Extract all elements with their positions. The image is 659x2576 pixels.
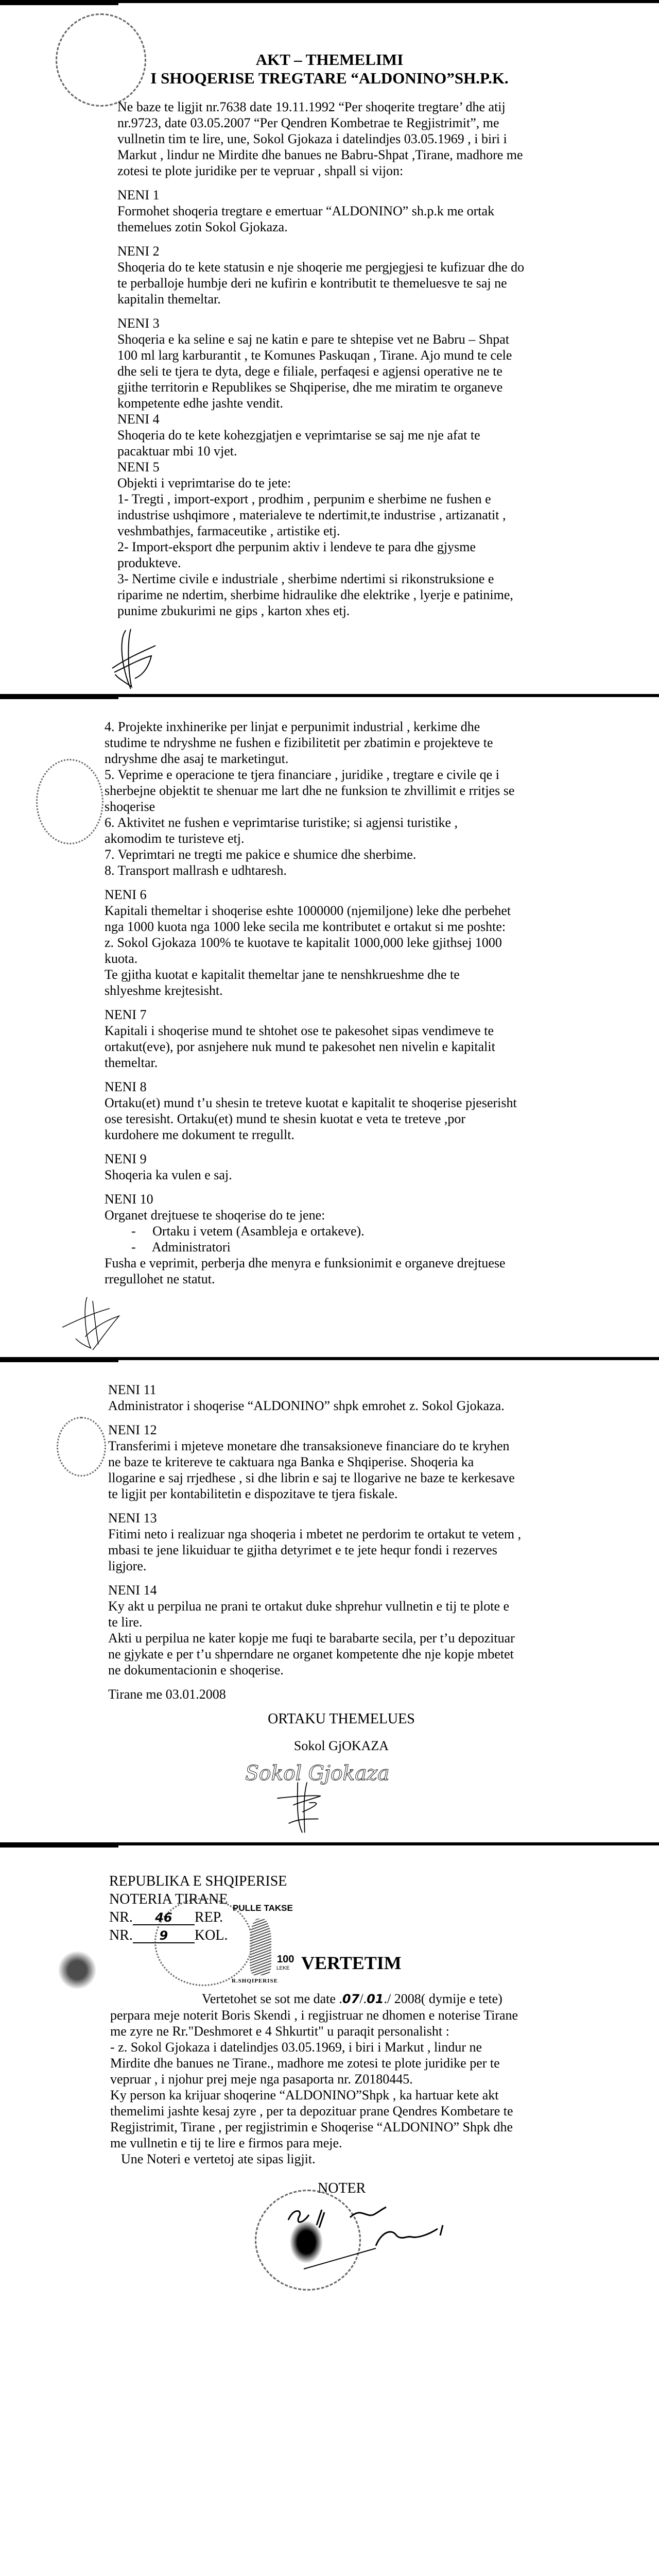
text-line: Te gjitha kuotat e kapitalit themeltar jane te nenshkrueshme dhe te [105, 967, 460, 982]
date-month: 01 [367, 1992, 384, 2006]
article-10-tail [105, 1255, 659, 1287]
certification-body [110, 2007, 659, 2151]
notary-seal-stamp [36, 759, 103, 844]
text-line: dhe seli te tjera te dyta, dege e filiale, perfaqesi e agjensi operative ne te [117, 364, 502, 379]
notary-label: NOTER [318, 2180, 366, 2196]
text-line: 8. Transport mallrash e udhtaresh. [105, 863, 287, 878]
text-line: themelues zotin Sokol Gjokaza. [117, 219, 288, 234]
text-line: Fusha e veprimit, perberja dhe menyra e funksionimit e organeve drejtuese [105, 1256, 506, 1270]
tax-stamp-value: 100 [277, 1954, 294, 1965]
text-line: gjithe territorin e Republikes se Shqiperise, dhe me miratim te organeve [117, 380, 503, 395]
text-line: sherbejne objektit te shenuar me lart dhe ne funksion te zhvillimit e rritjes se [105, 783, 515, 798]
document-title: AKT – THEMELIMI [255, 50, 404, 69]
article-heading: NENI 7 [105, 1007, 147, 1022]
text-line: nga 1000 kuota nga 1000 leke secila me kontributet e ortakut si me poshte: [105, 919, 506, 934]
text-line: ortakut(eve), por asnjehere nuk mund te pakesohet nen nivelin e kapitalit [105, 1039, 495, 1054]
text-line: produkteve. [117, 555, 181, 570]
article-heading: NENI 8 [105, 1079, 147, 1094]
signatory-name: Sokol GjOKAZA [293, 1738, 389, 1753]
article-heading: NENI 13 [108, 1511, 157, 1526]
text-line: 1- Tregti , import-export , prodhim , perpunim e sherbime ne fushen e [117, 492, 491, 506]
text-line: te lire. [108, 1615, 143, 1630]
initials-signature [51, 1295, 134, 1352]
article-heading: NENI 3 [117, 316, 160, 331]
text-line: veshmbathjes, farmaceutike , artistike etj. [117, 523, 340, 538]
text-line: vepruar , i njohur prej meje nga pasaporta nr. Z0180445. [110, 2072, 413, 2087]
notary-signature-area [0, 2175, 659, 2289]
article-heading: NENI 10 [105, 1192, 153, 1207]
text-line: z. Sokol Gjokaza 100% te kuotave te kapitalit 1000,000 leke gjithsej 1000 [105, 935, 502, 950]
notary-header-area [0, 1872, 659, 1991]
article-11 [108, 1382, 659, 1414]
text-line: Shoqeria e ka seline e saj ne katin e pare te shtepise vet ne Babru – Shpat [117, 332, 509, 347]
text-line: zotesi te plote juridike per te vepruar , shpall si vijon: [117, 163, 404, 178]
page-4 [0, 1845, 659, 2294]
text-line: ligjore. [108, 1558, 147, 1573]
nr-label: NR. [109, 1909, 133, 1925]
page-3 [0, 1360, 659, 1842]
text-line: ne baze te kritereve te caktuara nga Banka e Shqiperise. Shoqeria ka [108, 1454, 474, 1469]
notary-signature [273, 2197, 489, 2253]
text-line: kompetente edhe jashte vendit. [117, 396, 284, 411]
place-date: Tirane me 03.01.2008 [108, 1687, 226, 1702]
tax-stamp-portrait [250, 1919, 271, 1975]
tax-stamp-currency: LEKE [276, 1965, 290, 1971]
page-2 [0, 697, 659, 1357]
article-10 [105, 1191, 659, 1223]
text-line: - z. Sokol Gjokaza i datelindjes 03.05.1969, i biri i Markut , lindur ne [110, 2040, 482, 2055]
date-separator: /. [359, 1991, 367, 2006]
text-line: me zyre ne Rr."Deshmoret e 4 Shkurtit" u paraqit personalisht : [110, 2024, 449, 2039]
text-line: Organet drejtuese te shoqerise do te jene: [105, 1208, 325, 1223]
initials-signature [103, 627, 175, 689]
text-line: Kapitali i shoqerise mund te shtohet ose te pakesohet sipas vendimeve te [105, 1023, 494, 1038]
text-line: kurdohere me dokument te rregullt. [105, 1127, 294, 1142]
article-heading: NENI 9 [105, 1151, 147, 1166]
text-line: pacaktuar mbi 10 vjet. [117, 444, 237, 459]
article-9 [105, 1151, 659, 1183]
text-line: 4. Projekte inxhinerike per linjat e perpunimit industrial , kerkime dhe [105, 719, 480, 734]
text-line: Ne baze te ligjit nr.7638 date 19.11.1992 “Per shoqerite tregtare’ dhe atij [117, 99, 506, 114]
text-line: Shoqeria do te kete kohezgjatjen e veprimtarise se saj me nje afat te [117, 428, 480, 443]
text-line: llogarine e saj rrjedhese , si dhe librin e saj te llogarive ne baze te kerkesave [108, 1470, 515, 1485]
text-line: Shoqeria do te kete statusin e nje shoqerie me pergjegjesi te kufizuar dhe do [117, 260, 525, 275]
text-line: te ligjit per kontabilitetin e dispozitave te tjera fiskale. [108, 1486, 398, 1501]
text-line: 5. Veprime e operacione te tjera financiare , juridike , tregtare e civile qe i [105, 767, 499, 782]
notary-office: NOTERIA TIRANE [109, 1891, 228, 1907]
text-line: 3- Nertime civile e industriale , sherbime ndertimi si rikonstruksione e [117, 571, 494, 586]
rep-label: REP. [194, 1909, 223, 1925]
text-line: punime zbukurimi ne gips , karton xhes etj. [117, 603, 350, 618]
article-heading: NENI 11 [108, 1382, 157, 1397]
article-heading: NENI 4 [117, 412, 160, 427]
page-1 [0, 3, 659, 694]
notary-seal-stamp [57, 1417, 106, 1477]
article-heading: NENI 2 [117, 244, 160, 259]
article-heading: NENI 5 [117, 460, 160, 474]
signatory-title: ORTAKU THEMELUES [268, 1711, 415, 1727]
text-line: perpara meje noterit Boris Skendi , i regjistruar ne dhomen e noterise Tirane [110, 2008, 518, 2023]
article-6 [105, 887, 659, 998]
article-heading: NENI 6 [105, 887, 147, 902]
article-14 [108, 1582, 659, 1678]
text-line: Markut , lindur ne Mirdite dhe banues ne Babru-Shpat ,Tirane, madhore me [117, 147, 523, 162]
certification-date-line [202, 1991, 659, 2007]
text-line: Formohet shoqeria tregtare e emertuar “ALDONINO” sh.p.k me ortak [117, 204, 495, 218]
text-line: shoqerise [105, 799, 155, 814]
activity-items [105, 719, 659, 878]
text-line: Administrator i shoqerise “ALDONINO” shpk emrohet z. Sokol Gjokaza. [108, 1398, 505, 1413]
article-8 [105, 1079, 659, 1143]
text-line: te perballoje humbje deri ne kufirin e kontributit te themeluesve te saj ne [117, 276, 507, 291]
text-line: Ortaku(et) mund t’u shesin te treteve kuotat e kapitalit te shoqerise pjeserisht [105, 1095, 517, 1110]
notary-seal-stamp [56, 13, 146, 107]
text-line: Mirdite dhe banues ne Tirane., madhore me zotesi te plote juridike per te [110, 2056, 500, 2071]
article-2 [117, 243, 659, 307]
certification-heading: VERTETIM [301, 1953, 402, 1973]
text-line: mbasi te jene likuiduar te gjitha detyrimet e te jete hequr fondi i rezerves [108, 1543, 497, 1557]
text-line: kapitalin themeltar. [117, 292, 221, 307]
text-line: 2- Import-eksport dhe perpunim aktiv i lendeve te para dhe gjysme [117, 539, 476, 554]
text-line: riparime ne ndertim, sherbime hidraulike dhe elektrike , lyerje e patinime, [117, 587, 513, 602]
article-heading: NENI 14 [108, 1583, 157, 1598]
text-line: industrise ushqimore , materialeve te ndertimit,te industrise , artizanatit , [117, 507, 506, 522]
text-line: Kapitali themeltar i shoqerise eshte 1000000 (njemiljone) leke dhe perbehet [105, 903, 511, 918]
nr-label: NR. [109, 1927, 133, 1943]
company-title: I SHOQERISE TREGTARE “ALDONINO”SH.P.K. [150, 69, 509, 87]
article-13 [108, 1510, 659, 1574]
date-suffix: ./ 2008( dymije e tete) [384, 1991, 502, 2006]
rep-number-value: 46 [155, 1910, 172, 1925]
articles-3-5 [117, 315, 659, 619]
text-line: ne gjykate e per t’u shperndare ne organet kompetente dhe nje kopje mbetet [108, 1647, 514, 1662]
text-line: Regjistrimit, Tirane , per regjistrimin e Shoqerise “ALDONINO” Shpk dhe [110, 2120, 513, 2134]
article-heading: NENI 12 [108, 1422, 157, 1437]
text-line: ndryshme dhe asaj te marketingut. [105, 751, 289, 766]
text-line: - Ortaku i vetem (Asambleja e ortakeve). [131, 1224, 365, 1239]
text-line: - Administratori [131, 1240, 231, 1255]
text-line: Ky person ka krijuar shoqerine “ALDONINO”Shpk , ka hartuar kete akt [110, 2088, 499, 2103]
article-heading: NENI 1 [117, 188, 160, 202]
text-line: themeltar. [105, 1055, 158, 1070]
text-line: Fitimi neto i realizuar nga shoqeria i mbetet ne perdorim te ortakut te vetem , [108, 1527, 522, 1541]
tax-stamp-footer: R.SHQIPERISE [232, 1978, 278, 1984]
text-line: kuota. [105, 951, 138, 966]
republic-label: REPUBLIKA E SHQIPERISE [109, 1873, 287, 1889]
text-line: vullnetin tim te lire, une, Sokol Gjokaza i datelindjes 03.05.1969 , i biri i [117, 131, 507, 146]
text-line: ne dokumentacionin e shoqerise. [108, 1663, 284, 1677]
text-line: nr.9723, date 03.05.2007 “Per Qendren Kombetrae te Regjistrimit”, me [117, 115, 499, 130]
date-prefix: Vertetohet se sot me date . [202, 1991, 342, 2006]
text-line: rregullohet ne statut. [105, 1272, 215, 1286]
kol-label: KOL. [194, 1927, 228, 1943]
article-12 [108, 1422, 659, 1502]
article-1 [117, 187, 659, 235]
text-line: Akti u perpilua ne kater kopje me fuqi te barabarte secila, per t’u depozituar [108, 1631, 515, 1646]
text-line: 7. Veprimtari ne tregti me pakice e shumice dhe sherbime. [105, 847, 417, 862]
text-line: Ky akt u perpilua ne prani te ortakut duke shprehur vullnetin e tij te plote e [108, 1599, 510, 1614]
certification-closing: Une Noteri e vertetoj ate sipas ligjit. [121, 2151, 316, 2166]
date-day: 07 [342, 1992, 360, 2006]
text-line: 100 ml larg karburantit , te Komunes Paskuqan , Tirane. Ajo mund te cele [117, 348, 512, 363]
eagle-emblem-stamp [54, 1950, 100, 1991]
text-line: Shoqeria ka vulen e saj. [105, 1167, 232, 1182]
kol-number-value: 9 [159, 1928, 168, 1943]
article-7 [105, 1007, 659, 1071]
text-line: 6. Aktivitet ne fushen e veprimtarise turistike; si agjensi turistike , [105, 815, 458, 830]
intro-paragraph [117, 99, 659, 179]
tax-stamp-header: PULLE TAKSE [233, 1903, 293, 1913]
text-line: Transferimi i mjeteve monetare dhe transaksioneve financiare do te kryhen [108, 1438, 510, 1453]
text-line: Objekti i veprimtarise do te jete: [117, 476, 291, 490]
text-line: me vullnetin e tij te lire e firmos para meje. [110, 2136, 342, 2150]
text-line: akomodim te turisteve etj. [105, 831, 245, 846]
text-line: shlyeshme krejtesisht. [105, 983, 223, 998]
handwritten-signature [232, 1755, 432, 1837]
text-line: ose teresisht. Ortaku(et) mund te shesin kuotat e veta te treteve ,por [105, 1111, 466, 1126]
text-line: themelimi jashte kesaj zyre , per ta depozituar prane Qendres Kombetare te [110, 2104, 513, 2119]
article-10-bullets [131, 1223, 659, 1255]
text-line: studime te ndryshme ne fushen e fizibilitetit per zbatimin e projekteve te [105, 735, 493, 750]
handwritten-signature-text: Sokol Gjokaza [245, 1761, 390, 1785]
